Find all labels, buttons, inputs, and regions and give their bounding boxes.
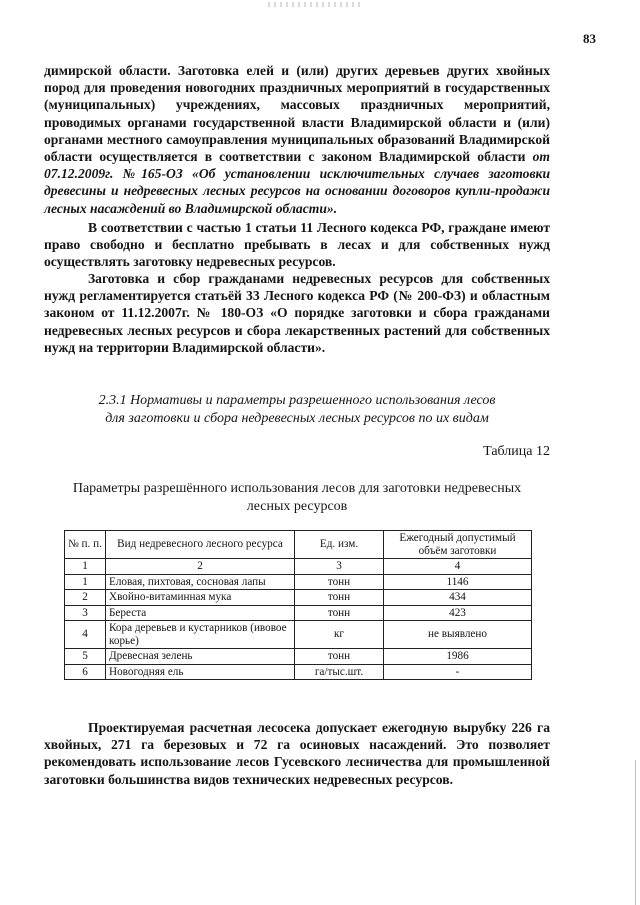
paragraph-4 <box>44 719 550 788</box>
page-number: 83 <box>583 31 596 46</box>
table-header-row <box>65 531 532 559</box>
row-num: 6 <box>65 664 106 680</box>
row-value: - <box>384 664 532 680</box>
table-row <box>65 649 532 665</box>
row-name: Хвойно-витаминная мука <box>106 590 295 606</box>
table-label: Таблица 12 <box>483 444 550 459</box>
row-value: 1986 <box>384 649 532 665</box>
table-row <box>65 605 532 621</box>
row-num: 1 <box>65 574 106 590</box>
row-num: 3 <box>65 605 106 621</box>
paragraph-4-text: Проектируемая расчетная лесосека допускает ежегодную вырубку 226 га хвойных, 271 га березовых и 72 га осиновых насаждений. Это позволяет рекомендовать использование лесов Гусевского лесничества для промышленной заготовки большинства видов технических недревесных ресурсов. <box>44 720 550 787</box>
row-name: Кора деревьев и кустарников (ивовое корье) <box>106 621 295 649</box>
paragraph-1 <box>44 62 550 217</box>
row-unit: кг <box>295 621 384 649</box>
index-cell: 2 <box>106 559 295 575</box>
row-unit: тонн <box>295 574 384 590</box>
table-index-row <box>65 559 532 575</box>
section-heading <box>44 392 550 428</box>
table-caption-line-2: лесных ресурсов <box>246 499 348 514</box>
row-unit: га/тыс.шт. <box>295 664 384 680</box>
header-unit: Ед. изм. <box>295 531 384 559</box>
paragraph-1-law-citation: от 07.12.2009г. №165-ОЗ «Об установлении исключительных случаев заготовки древесины и недревесных лесных ресурсов на основании договоров купли-продажи лесных насаждений во Владимирской области». <box>44 149 550 216</box>
row-value: 434 <box>384 590 532 606</box>
table-row <box>65 590 532 606</box>
row-name: Еловая, пихтовая, сосновая лапы <box>106 574 295 590</box>
paragraph-2-text: В соответствии с частью 1 статьи 11 Лесного кодекса РФ, граждане имеют право свободно и бесплатно пребывать в лесах и для собственных нужд осуществлять заготовку недревесных ресурсов. <box>44 220 550 270</box>
table-row <box>65 574 532 590</box>
scan-edge-line <box>635 760 636 905</box>
row-unit: тонн <box>295 605 384 621</box>
paragraph-1-text: димирской области. Заготовка елей и (или) других деревьев других хвойных пород для проведения новогодних праздничных мероприятий в государственных (муниципальных) учреждениях, массовых праздничных мероприятий, проводимых органами государственной власти Владимирской области и (или) органами местного самоуправления муниципальных образований Владимирской области осуществляется в соответствии с законом Владимирской области <box>44 63 550 165</box>
paragraph-3-text: Заготовка и сбор гражданами недревесных ресурсов для собственных нужд регламентируется статьёй 33 Лесного кодекса РФ (№ 200-ФЗ) и областным законом от 11.12.2007г. № 180-ОЗ «О порядке заготовки и сбора гражданами недревесных лесных ресурсов и сбора лекарственных растений для собственных нужд на территории Владимирской области». <box>44 271 550 355</box>
header-value: Ежегодный допустимый объём заготовки <box>384 531 532 559</box>
resources-table <box>64 530 532 680</box>
row-name: Новогодняя ель <box>106 664 295 680</box>
paragraph-3 <box>44 270 550 356</box>
row-value: 1146 <box>384 574 532 590</box>
paragraph-2 <box>44 219 550 271</box>
row-name: Береста <box>106 605 295 621</box>
row-num: 2 <box>65 590 106 606</box>
row-unit: тонн <box>295 590 384 606</box>
table-row <box>65 621 532 649</box>
row-value: 423 <box>384 605 532 621</box>
index-cell: 3 <box>295 559 384 575</box>
scan-artifact <box>268 2 364 7</box>
header-name: Вид недревесного лесного ресурса <box>106 531 295 559</box>
index-cell: 1 <box>65 559 106 575</box>
index-cell: 4 <box>384 559 532 575</box>
section-heading-line-2: для заготовки и сбора недревесных лесных ресурсов по их видам <box>105 411 489 426</box>
table-caption-line-1: Параметры разрешённого использования лесов для заготовки недревесных <box>72 481 522 496</box>
table-caption <box>44 480 550 516</box>
table-row <box>65 664 532 680</box>
row-unit: тонн <box>295 649 384 665</box>
section-heading-line-1: 2.3.1 Нормативы и параметры разрешенного использования лесов <box>98 393 496 408</box>
header-num: № п. п. <box>65 531 106 559</box>
row-num: 4 <box>65 621 106 649</box>
row-name: Древесная зелень <box>106 649 295 665</box>
row-value: не выявлено <box>384 621 532 649</box>
row-num: 5 <box>65 649 106 665</box>
